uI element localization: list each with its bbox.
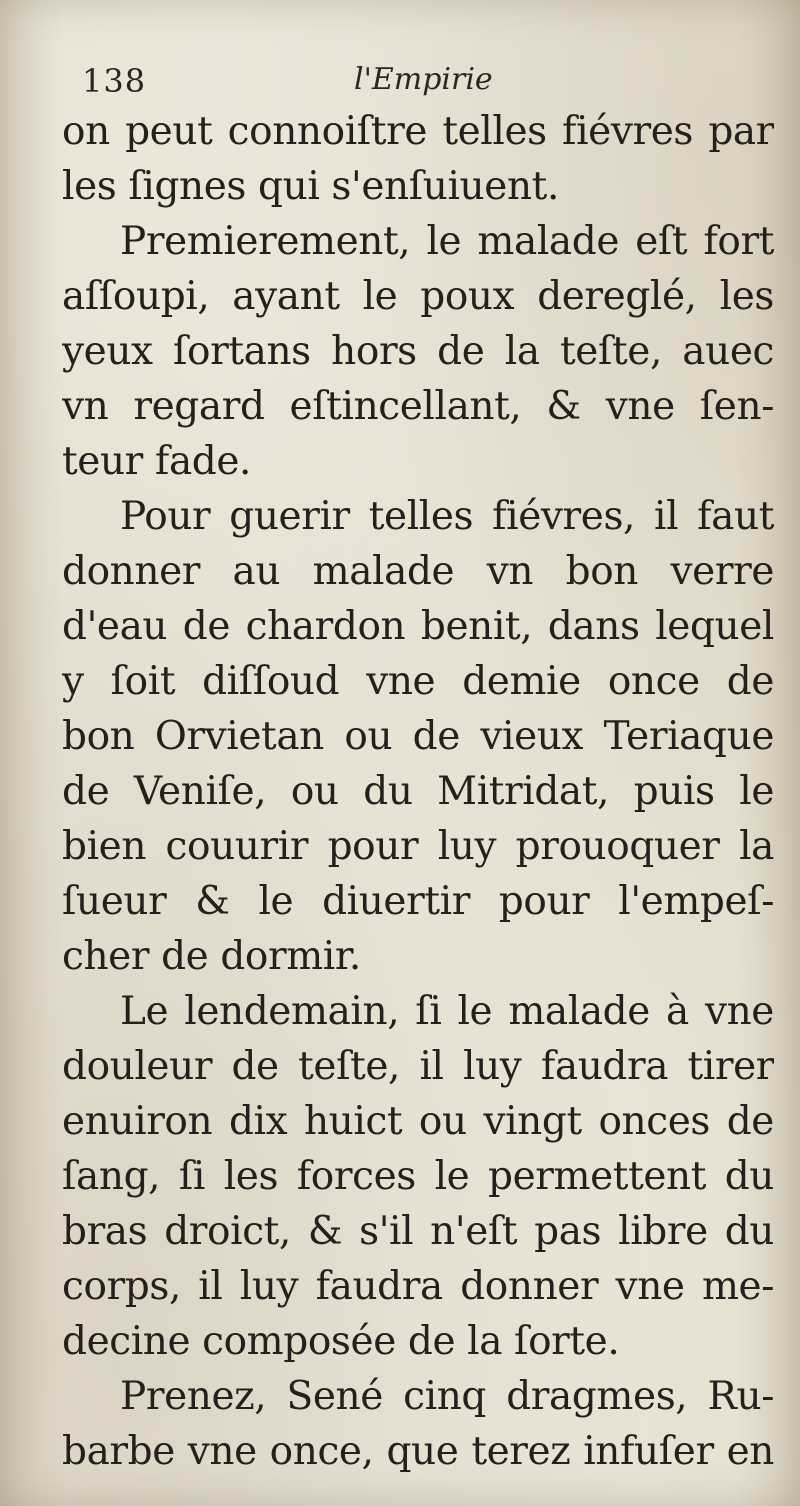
text-line: bien couurir pour luy prouoquer la (62, 824, 774, 869)
page-number: 138 (82, 62, 147, 100)
text-line: Le lendemain, ſi le malade à vne (120, 989, 774, 1034)
text-line: yeux ſortans hors de la teſte, auec (62, 329, 774, 374)
text-line: d'eau de chardon benit, dans lequel (62, 604, 774, 649)
text-line: on peut connoiſtre telles fiévres par (62, 109, 774, 154)
text-line: donner au malade vn bon verre (62, 549, 774, 594)
text-line: barbe vne once, que terez infuſer en (62, 1429, 774, 1474)
text-line: Pour guerir telles fiévres, il faut (120, 494, 774, 539)
running-head: l'Empirie (354, 62, 493, 97)
text-line: decine composée de la ſorte. (62, 1319, 620, 1364)
text-line: douleur de teſte, il luy faudra tirer (62, 1044, 774, 1089)
text-line: Premierement, le malade eſt fort (120, 219, 774, 264)
text-line: aſſoupi, ayant le poux dereglé, les (62, 274, 774, 319)
text-line: bras droict, & s'il n'eſt pas libre du (62, 1209, 774, 1254)
text-line: y ſoit diſſoud vne demie once de (62, 659, 774, 704)
text-line: ſang, ſi les forces le permettent du (62, 1154, 774, 1199)
text-line: ſueur & le diuertir pour l'empeſ- (62, 879, 774, 924)
text-line: Prenez, Sené cinq dragmes, Ru- (120, 1374, 774, 1419)
page-header (82, 62, 762, 106)
text-line: teur fade. (62, 439, 252, 484)
body-text (62, 104, 774, 1479)
text-line: cher de dormir. (62, 934, 361, 979)
text-line: bon Orvietan ou de vieux Teriaque (62, 714, 774, 759)
text-line: enuiron dix huict ou vingt onces de (62, 1099, 774, 1144)
text-line: de Veniſe, ou du Mitridat, puis le (62, 769, 774, 814)
text-line: les ſignes qui s'enſuiuent. (62, 164, 559, 209)
text-line: vn regard eſtincellant, & vne ſen- (62, 384, 774, 429)
text-line: corps, il luy faudra donner vne me- (62, 1264, 774, 1309)
